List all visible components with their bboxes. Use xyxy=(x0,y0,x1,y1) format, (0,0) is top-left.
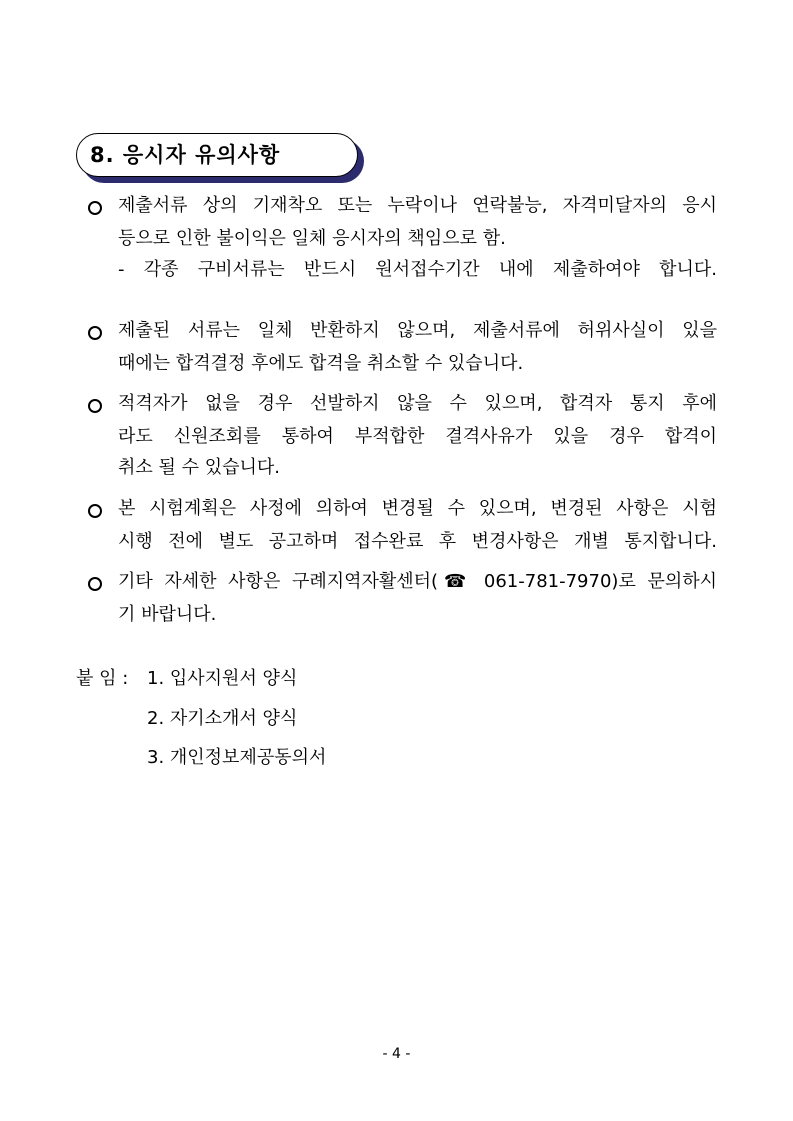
notice-5-line-2: 기 바랍니다. xyxy=(118,604,217,625)
notice-2-line-1: 제출된 서류는 일체 반환하지 않으며, 제출서류에 허위사실이 있을 xyxy=(118,320,717,341)
page-number: - 4 - xyxy=(382,1046,411,1062)
attachment-item: 2. 자기소개서 양식 xyxy=(147,708,298,729)
notice-1-line-1: 제출서류 상의 기재착오 또는 누락이나 연락불능, 자격미달자의 응시 xyxy=(118,195,717,216)
notice-5-line-1: 기타 자세한 사항은 구례지역자활센터(☎ 061-781-7970)로 문의하시 xyxy=(118,571,717,592)
bullet-icon xyxy=(88,504,102,518)
notice-3-line-3: 취소 될 수 있습니다. xyxy=(118,457,280,478)
notice-2-line-2: 때에는 합격결정 후에도 합격을 취소할 수 있습니다. xyxy=(118,353,524,374)
bullet-icon xyxy=(88,326,102,340)
bullet-icon xyxy=(88,201,102,215)
attachments-label: 붙 임 : xyxy=(76,668,129,689)
notice-1-line-3: - 각종 구비서류는 반드시 원서접수기간 내에 제출하여야 합니다. xyxy=(118,259,717,280)
attachment-item: 3. 개인정보제공동의서 xyxy=(147,747,327,768)
bullet-icon xyxy=(88,577,102,591)
notice-4-line-2: 시행 전에 별도 공고하며 접수완료 후 변경사항은 개별 통지합니다. xyxy=(118,531,717,552)
attachment-item: 1. 입사지원서 양식 xyxy=(147,668,298,689)
notice-3-line-2: 라도 신원조회를 통하여 부적합한 결격사유가 있을 경우 합격이 xyxy=(118,426,717,447)
notice-3-line-1: 적격자가 없을 경우 선발하지 않을 수 있으며, 합격자 통지 후에 xyxy=(118,393,717,414)
notice-1-line-2: 등으로 인한 불이익은 일체 응시자의 책임으로 함. xyxy=(118,228,506,249)
bullet-icon xyxy=(88,399,102,413)
notice-4-line-1: 본 시험계획은 사정에 의하여 변경될 수 있으며, 변경된 사항은 시험 xyxy=(118,498,717,519)
section-title: 8. 응시자 유의사항 xyxy=(90,143,281,167)
